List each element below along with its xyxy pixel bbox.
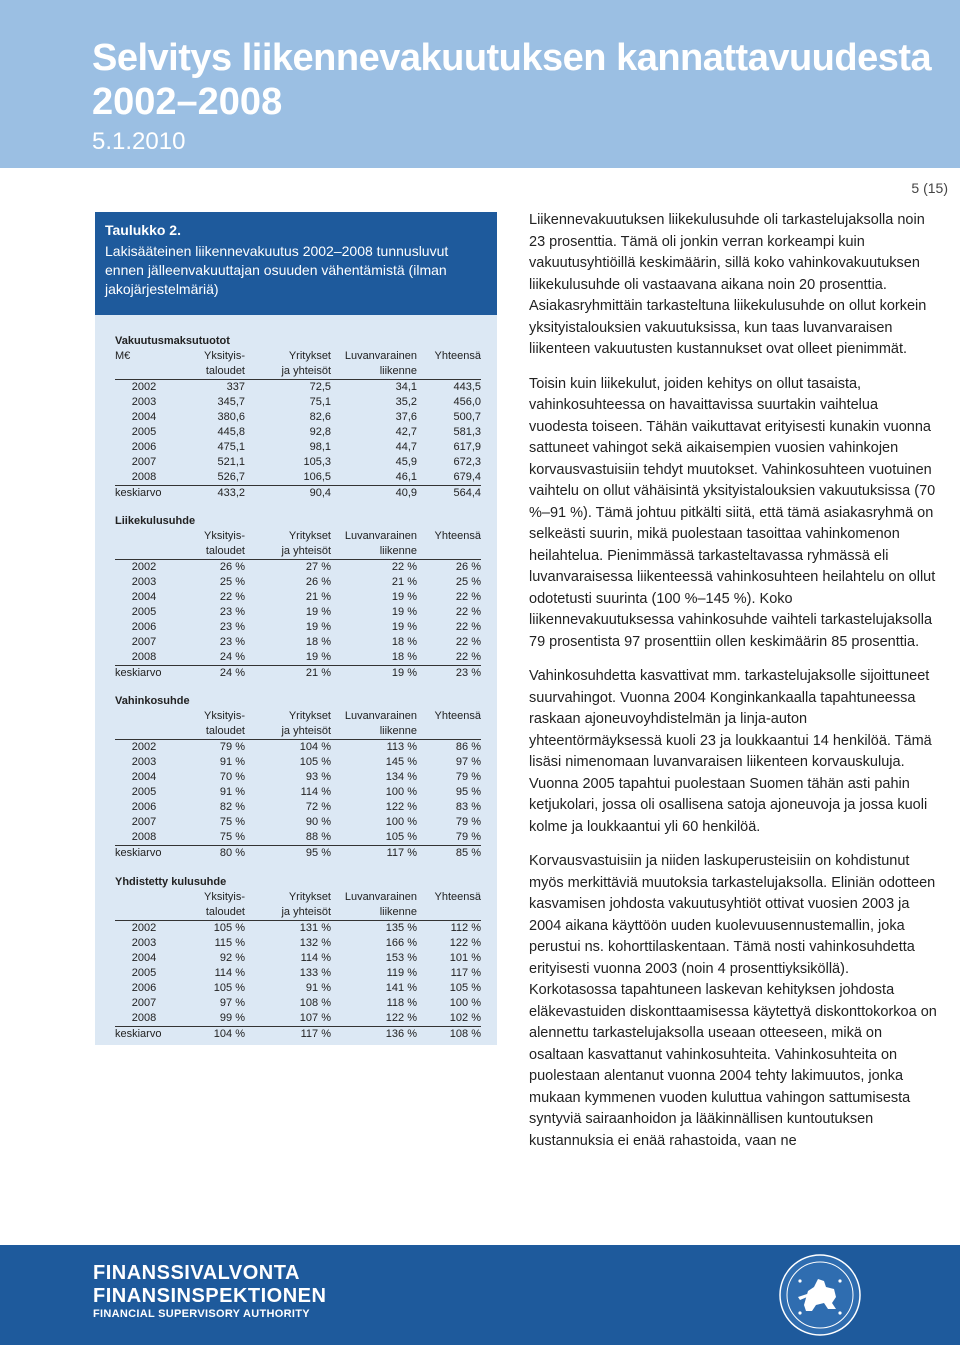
table-cell: Yksityis-	[204, 530, 245, 542]
table-cell: 100 %	[385, 786, 417, 798]
table-cell: 456,0	[453, 396, 481, 408]
table-cell: 91 %	[219, 756, 245, 768]
table-cell: 105 %	[385, 831, 417, 843]
section-title: Yhdistetty kulusuhde	[115, 876, 227, 888]
table-cell: 617,9	[453, 441, 481, 453]
table-cell	[115, 724, 173, 739]
table-row	[115, 800, 481, 815]
table-row	[115, 951, 481, 966]
table-cell: 132 %	[299, 937, 331, 949]
table-cell: 79 %	[455, 771, 481, 783]
table-cell: 75,1	[309, 396, 331, 408]
header-banner	[0, 0, 960, 168]
table-cell: 445,8	[217, 426, 245, 438]
table-cell: liikenne	[379, 545, 417, 557]
table-cell	[115, 364, 173, 379]
table-cell: 21 %	[305, 667, 331, 679]
table-cell: 475,1	[217, 441, 245, 453]
table-cell: 2006	[131, 621, 157, 633]
table-cell: 2003	[131, 937, 157, 949]
average-row	[115, 846, 481, 861]
table-cell: 98,1	[309, 441, 331, 453]
table-cell: 22 %	[455, 606, 481, 618]
table-row	[115, 996, 481, 1011]
paragraph: Liikennevakuutuksen liikekulusuhde oli tarkastelujaksolla noin 23 prosenttia. Tämä oli jonkin verran korkeampi kuin vakuutusyhtiöillä keskimäärin, sillä koko vahinkovakuutuksen liikekulusuhde oli vastaavana aikana noin 20 prosenttia. Asiakasryhmittäin tarkasteltuna liikekulusuhde on ollut korkein yksityistalouksien vakuutuksissa, kun taas luvanvaraisen liikenteen vakuutusten kustannukset ovat olleet pienimmät.	[529, 212, 927, 357]
footer-org-name-en: FINANCIAL SUPERVISORY AUTHORITY	[93, 1308, 310, 1320]
table-cell: taloudet	[205, 365, 245, 377]
table-cell	[115, 544, 173, 559]
table-cell: 92,8	[309, 426, 331, 438]
table-cell: 113 %	[386, 741, 417, 753]
table-section	[115, 875, 481, 1042]
table-cell: 88 %	[305, 831, 331, 843]
table-label: Taulukko 2.	[105, 222, 181, 238]
table-description: Lakisääteinen liikennevakuutus 2002–2008 tunnusluvut ennen jälleenvakuuttajan osuuden vähentämistä (ilman jakojärjestelmäriä)	[105, 243, 449, 297]
table-cell: 2006	[131, 982, 157, 994]
table-cell	[115, 905, 173, 920]
table-cell: 2007	[131, 636, 157, 648]
table-cell: 564,4	[453, 487, 481, 499]
table-cell: 337	[226, 381, 245, 393]
table-cell: 44,7	[395, 441, 417, 453]
table-panel	[95, 212, 497, 1045]
average-row	[115, 486, 481, 501]
table-cell: Yhteensä	[434, 891, 481, 903]
table-cell: 37,6	[395, 411, 417, 423]
section-title: Liikekulusuhde	[115, 515, 196, 527]
table-cell: 24 %	[219, 651, 245, 663]
table-cell: 19 %	[391, 606, 417, 618]
table-cell	[417, 905, 481, 920]
table-cell: 90 %	[305, 816, 331, 828]
average-row	[115, 1027, 481, 1042]
table-cell: ja yhteisöt	[281, 906, 331, 918]
table-cell: M€	[115, 350, 131, 362]
table-cell: 72,5	[309, 381, 331, 393]
table-cell: 85 %	[455, 847, 481, 859]
table-cell: 75 %	[219, 831, 245, 843]
table-cell: 100 %	[449, 997, 481, 1009]
table-cell: 23 %	[219, 636, 245, 648]
table-cell: 42,7	[395, 426, 417, 438]
table-cell: 2003	[131, 576, 157, 588]
table-cell: 23 %	[219, 606, 245, 618]
table-cell: 24 %	[219, 667, 245, 679]
table-row	[115, 380, 481, 395]
table-cell: 46,1	[395, 471, 417, 483]
table-cell: 91 %	[305, 982, 331, 994]
table-cell: 82 %	[219, 801, 245, 813]
table-cell: 86 %	[455, 741, 481, 753]
table-cell: 18 %	[305, 636, 331, 648]
table-cell: liikenne	[379, 365, 417, 377]
table-cell: 2005	[131, 606, 157, 618]
table-cell: Yritykset	[288, 710, 331, 722]
table-cell: 105 %	[449, 982, 481, 994]
table-cell: 23 %	[455, 667, 481, 679]
table-cell: 112 %	[450, 922, 481, 934]
table-cell: 133 %	[299, 967, 331, 979]
table-cell: 131 %	[299, 922, 331, 934]
table-cell: 134 %	[385, 771, 417, 783]
paragraph: Vahinkosuhdetta kasvattivat mm. tarkastelujaksolle sijoittuneet suurvahingot. Vuonna 2004 Konginkankaalla tapahtuneessa raskaan ajoneuvoyhdistelmän ja linja-auton yhteentörmäyksessä kuoli 23 ja loukkaantui 14 henkilöä. Tämä lisäsi nimenomaan luvanvaraisen liikenteen korvauskuluja. Vuonna 2005 tapahtui puolestaan Suomen tähän asti pahin ketjukolari, jossa oli osallisena satoja ajoneuvoja ja jossa kuoli kolme ja loukkaantui yli 60 henkilöä.	[529, 668, 932, 835]
average-row	[115, 666, 481, 681]
column-header-row	[115, 544, 481, 560]
table-cell: 2006	[131, 441, 157, 453]
table-cell: 26 %	[305, 576, 331, 588]
table-cell: 18 %	[391, 651, 417, 663]
table-cell: Yhteensä	[434, 530, 481, 542]
table-cell: 117 %	[386, 847, 417, 859]
table-cell: ja yhteisöt	[281, 725, 331, 737]
table-cell: Luvanvarainen	[344, 710, 417, 722]
table-cell: 72 %	[305, 801, 331, 813]
page-number: 5 (15)	[911, 180, 948, 196]
table-row	[115, 785, 481, 800]
table-section	[115, 694, 481, 861]
column-header-row	[115, 890, 481, 905]
table-cell: 23 %	[219, 621, 245, 633]
table-cell: taloudet	[205, 725, 245, 737]
table-cell: 97 %	[455, 756, 481, 768]
document-date: 5.1.2010	[92, 128, 186, 155]
column-header-row	[115, 364, 481, 380]
table-row	[115, 936, 481, 951]
table-cell: 2004	[131, 591, 157, 603]
table-cell: Yksityis-	[204, 710, 245, 722]
table-cell	[115, 529, 173, 544]
table-cell: 26 %	[455, 561, 481, 573]
footer-org-name-sv: FINANSINSPEKTIONEN	[93, 1285, 327, 1307]
table-cell: 345,7	[217, 396, 245, 408]
table-cell: Yritykset	[288, 530, 331, 542]
table-cell: 136 %	[385, 1028, 417, 1040]
table-row	[115, 1011, 481, 1027]
table-cell: 25 %	[455, 576, 481, 588]
table-cell: 2004	[131, 771, 157, 783]
table-cell: 102 %	[449, 1012, 481, 1024]
table-cell: 92 %	[219, 952, 245, 964]
table-cell: 122 %	[385, 801, 417, 813]
table-cell: 101 %	[449, 952, 481, 964]
table-cell: 97 %	[219, 997, 245, 1009]
table-cell: 79 %	[455, 831, 481, 843]
table-cell: 2002	[131, 381, 157, 393]
table-cell: 105 %	[299, 756, 331, 768]
table-cell: liikenne	[379, 906, 417, 918]
table-cell: 153 %	[385, 952, 417, 964]
table-row	[115, 650, 481, 666]
table-cell: 100 %	[385, 816, 417, 828]
table-cell: 21 %	[305, 591, 331, 603]
section-title: Vahinkosuhde	[115, 695, 190, 707]
table-cell: 114 %	[300, 952, 331, 964]
table-cell: 18 %	[391, 636, 417, 648]
table-cell: 500,7	[453, 411, 481, 423]
table-cell: 80 %	[219, 847, 245, 859]
table-row	[115, 981, 481, 996]
table-cell: 82,6	[309, 411, 331, 423]
table-cell: 672,3	[453, 456, 481, 468]
table-cell: 99 %	[219, 1012, 245, 1024]
table-cell: ja yhteisöt	[281, 365, 331, 377]
table-row	[115, 410, 481, 425]
table-cell: 521,1	[217, 456, 245, 468]
table-title-box	[95, 212, 497, 315]
table-cell: 75 %	[219, 816, 245, 828]
table-cell: 93 %	[305, 771, 331, 783]
table-cell: 107 %	[299, 1012, 331, 1024]
table-cell: 145 %	[385, 756, 417, 768]
table-cell: 35,2	[395, 396, 417, 408]
table-cell: 122 %	[385, 1012, 417, 1024]
table-cell: taloudet	[205, 545, 245, 557]
table-cell: 135 %	[385, 922, 417, 934]
column-header-row	[115, 349, 481, 364]
table-cell: 108 %	[449, 1028, 481, 1040]
table-row	[115, 560, 481, 575]
table-cell: 581,3	[453, 426, 481, 438]
paragraph: Korvausvastuisiin ja niiden laskuperusteisiin on kohdistunut myös merkittäviä muutoksia tarkastelujaksolla. Eliniän odotteen kasvamisen johdosta vakuutusyhtiöt ottivat vuosien 2003 ja 2004 aikana käyttöön uuden kuolevuusennustemallin, joka perustui ns. kohorttilaskentaan. Tämä nosti vahinkosuhdetta erityisesti vuonna 2003 (noin 4 prosenttiyksiköllä). Korkotasossa tapahtuneen laskevan kehityksen johdosta eläkevastuiden diskonttaamisessa käytettyä diskonttokorkoa on alennettu tarkastelujaksolla useaan otteeseen, mikä on osaltaan kasvattanut vahinkosuhteita. Vahinkosuhteita on puolestaan alentanut vuonna 2004 tehty lakimuutos, jonka mukaan kymmenen vuoden kuluttua vahingon sattumisesta syntyviä sairaanhoidon ja lääkinnällisen kuntoutuksen kustannuksia ei enää rahastoida, vaan ne	[529, 853, 937, 1149]
table-cell: 19 %	[305, 651, 331, 663]
table-cell: 2005	[131, 967, 157, 979]
table-cell: 2008	[131, 651, 157, 663]
table-cell: Yritykset	[288, 350, 331, 362]
document-title-years: 2002–2008	[92, 81, 283, 123]
table-cell: 19 %	[391, 591, 417, 603]
table-cell: 2005	[131, 426, 157, 438]
table-cell: 25 %	[219, 576, 245, 588]
table-cell: Yksityis-	[204, 891, 245, 903]
table-cell: Luvanvarainen	[344, 530, 417, 542]
table-cell: 95 %	[305, 847, 331, 859]
table-cell: ja yhteisöt	[281, 545, 331, 557]
table-cell: 443,5	[453, 381, 481, 393]
table-cell: 2007	[131, 816, 157, 828]
lion-crest-icon	[778, 1253, 862, 1337]
table-cell: 40,9	[395, 487, 417, 499]
column-header-row	[115, 709, 481, 724]
table-row	[115, 590, 481, 605]
table-cell: 114 %	[300, 786, 331, 798]
table-cell: Luvanvarainen	[344, 891, 417, 903]
table-row	[115, 740, 481, 755]
table-cell: 105 %	[213, 982, 245, 994]
table-cell: 117 %	[300, 1028, 331, 1040]
table-cell: 91 %	[219, 786, 245, 798]
paragraph: Toisin kuin liikekulut, joiden kehitys on ollut tasaista, vahinkosuhteessa on havaittavissa suurtakin vaihtelua vuodesta toiseen. Tähän vaikuttavat erityisesti kunakin vuonna sattuneet vahingot sekä aikaisempien vuosien vahinkojen korvausvastuisiin tehdyt muutokset. Vahinkosuhteen vuotuinen vaihtelu on ollut vähäisintä yksityistalouksien vakuutuksissa (70 %–91 %). Tämä johtuu pitkälti siitä, että tämä asiakasryhmä on selkeästi suurin, mikä puolestaan tasoittaa vahinkomenon heilahtelua. Pienimmässä tarkasteltavassa ryhmässä eli luvanvaraisessa liikenteessä vahinkosuhteen heilahtelu on ollut odotetusti suurinta (100 %–145 %). Koko liikennevakuutuksessa vahinkosuhde vaihteli tarkastelujaksolla 79 prosentista 97 prosenttiin ollen keskimäärin 85 prosenttia.	[529, 375, 936, 650]
table-cell: liikenne	[379, 725, 417, 737]
table-cell: 2002	[131, 922, 157, 934]
table-cell	[417, 544, 481, 559]
table-cell: 26 %	[219, 561, 245, 573]
table-cell: 380,6	[217, 411, 245, 423]
table-cell	[115, 890, 173, 905]
footer-banner	[0, 1245, 960, 1345]
table-cell: Yritykset	[288, 891, 331, 903]
table-cell: 2008	[131, 831, 157, 843]
table-row	[115, 815, 481, 830]
table-section	[115, 334, 481, 501]
table-cell: 19 %	[391, 621, 417, 633]
column-header-row	[115, 905, 481, 921]
table-row	[115, 440, 481, 455]
table-cell: 2006	[131, 801, 157, 813]
table-cell: 122 %	[449, 937, 481, 949]
table-cell: 95 %	[455, 786, 481, 798]
table-row	[115, 425, 481, 440]
footer-org-name-fi: FINANSSIVALVONTA	[93, 1262, 300, 1284]
table-cell: 117 %	[450, 967, 481, 979]
table-cell: 19 %	[305, 606, 331, 618]
table-cell: 79 %	[455, 816, 481, 828]
document-title: Selvitys liikennevakuutuksen kannattavuudesta	[92, 37, 932, 79]
table-cell: 19 %	[391, 667, 417, 679]
table-cell: 19 %	[305, 621, 331, 633]
table-cell: 22 %	[455, 651, 481, 663]
table-section	[115, 514, 481, 681]
table-cell: 105 %	[213, 922, 245, 934]
table-cell: 114 %	[214, 967, 245, 979]
table-cell: 2004	[131, 411, 157, 423]
table-cell: 2003	[131, 396, 157, 408]
table-cell: 2007	[131, 456, 157, 468]
table-cell: 118 %	[386, 997, 417, 1009]
table-cell: 2003	[131, 756, 157, 768]
table-row	[115, 966, 481, 981]
table-cell: 119 %	[386, 967, 417, 979]
table-cell: 90,4	[309, 487, 331, 499]
table-cell: 22 %	[219, 591, 245, 603]
table-row	[115, 455, 481, 470]
table-cell: Yhteensä	[434, 710, 481, 722]
table-cell: 2008	[131, 471, 157, 483]
table-row	[115, 575, 481, 590]
table-cell: 115 %	[214, 937, 245, 949]
table-row	[115, 395, 481, 410]
column-header-row	[115, 529, 481, 544]
table-cell: 45,9	[395, 456, 417, 468]
table-cell: 2007	[131, 997, 157, 1009]
table-cell: 21 %	[391, 576, 417, 588]
body-text	[529, 210, 939, 1165]
table-cell: 2008	[131, 1012, 157, 1024]
table-cell: 2005	[131, 786, 157, 798]
table-cell: 83 %	[455, 801, 481, 813]
table-cell: 526,7	[217, 471, 245, 483]
table-cell	[417, 364, 481, 379]
table-cell: 106,5	[303, 471, 331, 483]
table-cell: 22 %	[455, 591, 481, 603]
table-cell: 141 %	[385, 982, 417, 994]
table-cell: 2002	[131, 741, 157, 753]
table-cell: 27 %	[305, 561, 331, 573]
table-cell: 166 %	[385, 937, 417, 949]
table-cell: 104 %	[213, 1028, 245, 1040]
table-cell: Yhteensä	[434, 350, 481, 362]
table-cell: keskiarvo	[115, 847, 162, 859]
table-cell: 34,1	[395, 381, 417, 393]
table-cell: keskiarvo	[115, 1028, 162, 1040]
table-cell: 22 %	[391, 561, 417, 573]
table-cell: 108 %	[299, 997, 331, 1009]
table-row	[115, 921, 481, 936]
table-row	[115, 635, 481, 650]
table-cell: 2004	[131, 952, 157, 964]
table-cell	[115, 709, 173, 724]
table-cell: 2002	[131, 561, 157, 573]
table-cell: Luvanvarainen	[344, 350, 417, 362]
column-header-row	[115, 724, 481, 740]
table-cell: keskiarvo	[115, 667, 162, 679]
table-cell: 105,3	[303, 456, 331, 468]
table-cell: 104 %	[299, 741, 331, 753]
table-cell	[417, 724, 481, 739]
table-row	[115, 620, 481, 635]
table-cell: 79 %	[219, 741, 245, 753]
table-cell: 70 %	[219, 771, 245, 783]
table-row	[115, 770, 481, 785]
table-cell: Yksityis-	[204, 350, 245, 362]
section-title: Vakuutusmaksutuotot	[115, 335, 230, 347]
table-row	[115, 605, 481, 620]
table-cell: keskiarvo	[115, 487, 162, 499]
table-row	[115, 755, 481, 770]
table-cell: 22 %	[455, 636, 481, 648]
table-row	[115, 830, 481, 846]
table-cell: 679,4	[453, 471, 481, 483]
table-row	[115, 470, 481, 486]
table-cell: 433,2	[217, 487, 245, 499]
table-cell: taloudet	[205, 906, 245, 918]
table-cell: 22 %	[455, 621, 481, 633]
